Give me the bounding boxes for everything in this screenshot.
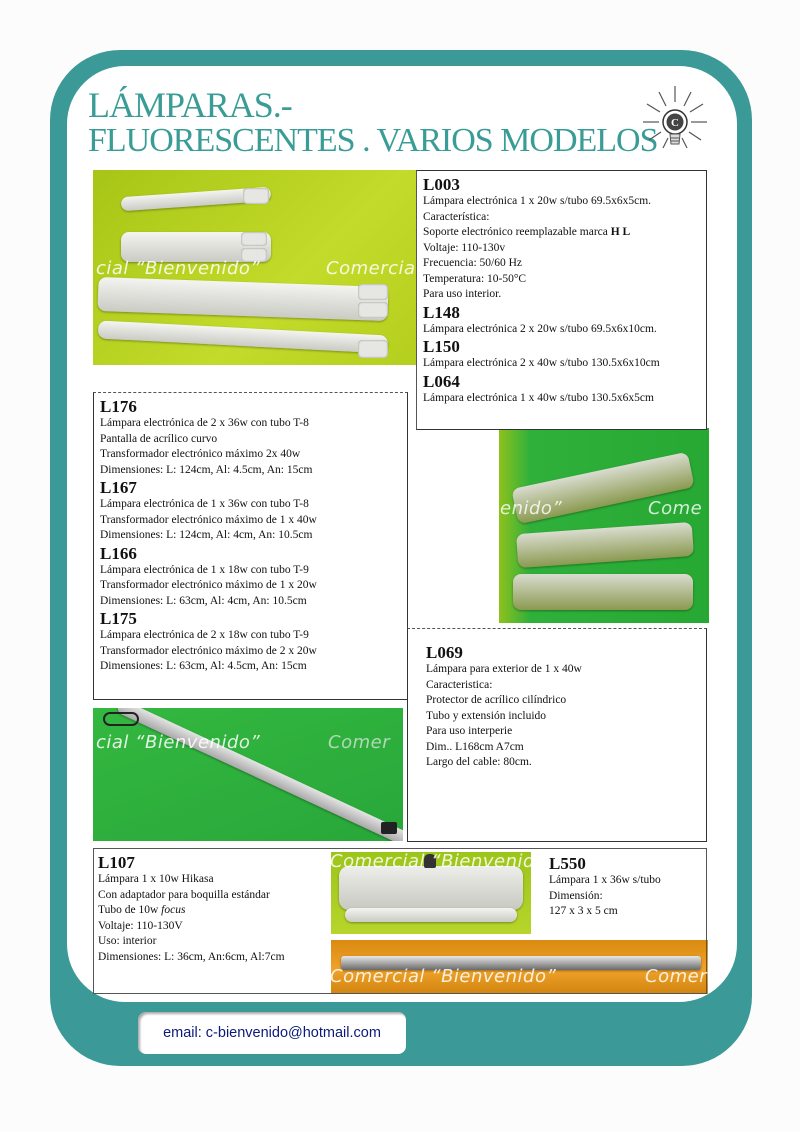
product-l550 — [549, 854, 661, 920]
product-desc: Transformador electrónico máximo 2x 40w — [100, 448, 301, 460]
product-desc: Frecuencia: 50/60 Hz — [423, 257, 522, 269]
product-desc: Dimensiones: L: 124cm, Al: 4.5cm, An: 15cm — [100, 463, 313, 476]
product-code: L064 — [423, 371, 460, 391]
product-desc: Lámpara para exterior de 1 x 40w — [426, 663, 582, 675]
product-desc: Tubo y extensión incluido — [426, 709, 547, 722]
product-desc: Caracteristica: — [426, 678, 493, 691]
product-desc: Lámpara electrónica de 1 x 36w con tubo T-8 — [100, 498, 309, 510]
product-desc: Lámpara 1 x 36w s/tubo — [549, 874, 661, 886]
product-desc: 127 x 3 x 5 cm — [549, 905, 618, 917]
product-desc: Dimensiones: L: 36cm, An:6cm, Al:7cm — [98, 950, 285, 963]
product-desc-text: Tubo de 10w — [98, 904, 162, 916]
product-desc: Transformador electrónico máximo de 1 x 20w — [100, 579, 317, 591]
watermark: Comercial “Bienvenido” — [330, 966, 557, 987]
product-desc: Dimensión: — [549, 889, 603, 902]
brand-name: H L — [610, 226, 631, 238]
product-desc: Uso: interior — [98, 935, 157, 947]
product-desc — [423, 225, 700, 241]
watermark: Comer — [328, 732, 391, 753]
product-desc: Lámpara electrónica 2 x 20w s/tubo 69.5x6x10cm. — [423, 322, 657, 335]
product-desc: Lámpara electrónica de 1 x 18w con tubo T-9 — [100, 563, 309, 576]
page-title-line1: LÁMPARAS.- — [88, 85, 292, 125]
product-desc: Voltaje: 110-130v — [423, 241, 506, 254]
product-desc: Lámpara electrónica 1 x 40w s/tubo 130.5x6x5cm — [423, 391, 654, 404]
page-title-line2: FLUORESCENTES . VARIOS MODELOS — [88, 122, 658, 159]
product-code: L148 — [423, 302, 460, 322]
product-desc: Lámpara electrónica 1 x 20w s/tubo 69.5x6x5cm. — [423, 195, 652, 207]
product-photo-acrylic-fixtures — [499, 428, 709, 623]
product-desc — [98, 903, 285, 919]
lightbulb-logo-icon — [635, 82, 715, 160]
watermark: cial “Bienvenido” — [96, 732, 261, 753]
photo-overlay-l550 — [331, 852, 531, 934]
watermark: enido” — [500, 498, 563, 519]
product-desc: Para uso interior. — [423, 288, 502, 300]
watermark: Comer — [645, 966, 708, 987]
product-desc: Dim.. L168cm A7cm — [426, 740, 524, 753]
product-desc: Lámpara electrónica de 2 x 18w con tubo T-9 — [100, 629, 309, 641]
product-desc: Lámpara electrónica 2 x 40w s/tubo 130.5x6x10cm — [423, 357, 660, 369]
contact-email[interactable]: email: c-bienvenido@hotmail.com — [138, 1012, 406, 1054]
product-desc: Transformador electrónico máximo de 1 x 40w — [100, 513, 317, 526]
product-desc: Pantalla de acrílico curvo — [100, 432, 218, 445]
product-desc: Dimensiones: L: 63cm, Al: 4.5cm, An: 15cm — [100, 660, 307, 672]
product-photo-outdoor-tube — [93, 708, 403, 841]
product-desc: Característica: — [423, 210, 490, 223]
product-code: L150 — [423, 337, 460, 356]
product-desc: Temperatura: 10-50°C — [423, 272, 527, 285]
watermark: Comercial “Bienvenido” — [330, 851, 557, 872]
product-desc: Protector de acrílico cilíndrico — [426, 694, 567, 706]
watermark: Come — [648, 498, 703, 519]
product-code: L176 — [100, 397, 137, 416]
product-l069 — [407, 628, 707, 842]
product-desc-text: Soporte electrónico reemplazable marca — [423, 226, 611, 238]
product-photo-battens — [93, 170, 417, 365]
product-group-l176 — [93, 392, 408, 700]
product-code: L166 — [100, 543, 137, 563]
watermark: Comercia — [326, 258, 416, 279]
product-code: L167 — [100, 478, 137, 497]
product-desc: Voltaje: 110-130V — [98, 919, 183, 932]
product-desc: Transformador electrónico máximo de 2 x 20w — [100, 644, 317, 657]
product-desc: Para uso interperie — [426, 725, 513, 737]
product-desc: Dimensiones: L: 124cm, Al: 4cm, An: 10.5cm — [100, 529, 313, 541]
watermark: cial “Bienvenido” — [96, 258, 261, 279]
product-code: L175 — [100, 609, 137, 628]
product-code: L550 — [549, 854, 586, 873]
product-desc: Lámpara 1 x 10w Hikasa — [98, 873, 214, 885]
svg-text:C: C — [671, 117, 679, 129]
product-code: L003 — [423, 175, 460, 194]
product-code: L107 — [98, 853, 135, 872]
product-group-l003 — [416, 170, 707, 430]
product-desc: Largo del cable: 80cm. — [426, 756, 532, 768]
product-desc-italic: focus — [161, 904, 186, 916]
product-desc: Con adaptador para boquilla estándar — [98, 888, 270, 901]
product-code: L069 — [426, 643, 463, 662]
product-desc: Lámpara electrónica de 2 x 36w con tubo T-8 — [100, 417, 309, 429]
product-desc: Dimensiones: L: 63cm, Al: 4cm, An: 10.5cm — [100, 594, 307, 607]
